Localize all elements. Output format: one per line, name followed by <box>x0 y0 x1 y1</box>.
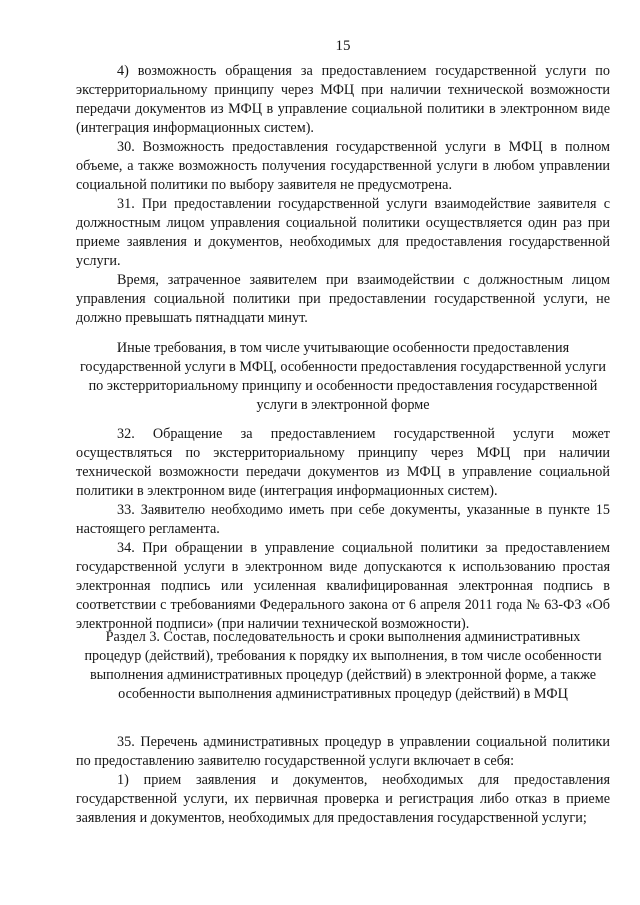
paragraph-time-limit: Время, затраченное заявителем при взаимодействии с должностным лицом управления социальной политики при предоставлении государственной услуги, не должно превышать пятнадцати минут. <box>76 272 610 326</box>
paragraph-34: 34. При обращении в управление социальной политики за предоставлением государственной услуги в электронном виде допускаются к использованию простая электронная подпись или усиленная квалифицированная электронная подпись в соответствии с требованиями Федерального закона от 6 апреля 2011 года № 63-ФЗ «Об электронной подписи» (при наличии технической возможности). <box>76 540 610 632</box>
section-heading-other-requirements: Иные требования, в том числе учитывающие особенности предоставления государственной услуги в МФЦ, особенности предоставления государственной услуги по экстерриториальному принципу и особенности предоставления государственной услуги в электронной форме <box>79 340 607 413</box>
paragraph-30: 30. Возможность предоставления государственной услуги в МФЦ в полном объеме, а также возможность получения государственной услуги в любом управлении социальной политики по выбору заявителя не предусмотрена. <box>76 139 610 193</box>
paragraph-32: 32. Обращение за предоставлением государственной услуги может осуществляться по экстерриториальному принципу через МФЦ при наличии технической возможности передачи документов из МФЦ в управление социальной политики в электронном виде (интеграция информационных систем). <box>76 426 610 499</box>
paragraph-item-4: 4) возможность обращения за предоставлением государственной услуги по экстерриториальному принципу через МФЦ при наличии технической возможности передачи документов из МФЦ в управление социальной политики в электронном виде (интеграция информационных систем). <box>76 63 610 136</box>
paragraph-33: 33. Заявителю необходимо иметь при себе документы, указанные в пункте 15 настоящего регламента. <box>76 502 610 537</box>
paragraph-31: 31. При предоставлении государственной услуги взаимодействие заявителя с должностным лицом управления социальной политики осуществляется один раз при приеме заявления и документов, необходимых для предоставления государственной услуги. <box>76 196 610 269</box>
page-number: 15 <box>335 38 351 54</box>
paragraph-35-item-1: 1) прием заявления и документов, необходимых для предоставления государственной услуги, их первичная проверка и регистрация либо отказ в приеме заявления и документов, необходимых для предоставления государственной услуги; <box>76 772 610 826</box>
section-3-heading: Раздел 3. Состав, последовательность и сроки выполнения административных процедур (действий), требования к порядку их выполнения, в том числе особенности выполнения административных процедур (действий) в электронной форме, а также особенности выполнения административных процедур (действий) в МФЦ <box>84 629 602 702</box>
paragraph-35: 35. Перечень административных процедур в управлении социальной политики по предоставлению заявителю государственной услуги включает в себя: <box>76 734 610 769</box>
document-page <box>76 0 610 905</box>
